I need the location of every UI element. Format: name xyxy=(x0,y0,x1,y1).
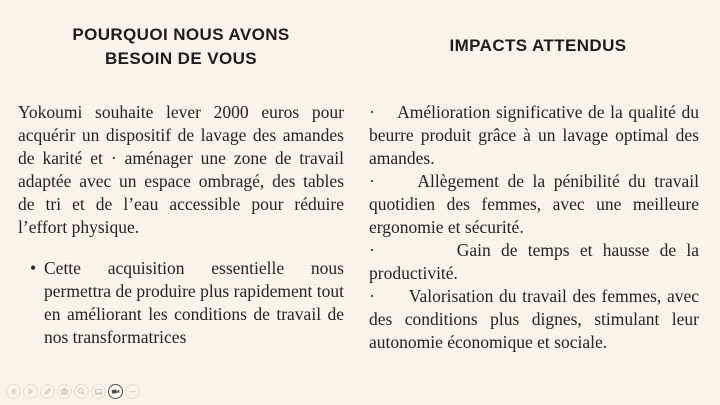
left-bullet-text: Cette acquisition essentielle nous permettra de produire plus rapidement tout en améliorant les conditions de travail de nos transformatrices xyxy=(44,258,344,347)
arrow-left-icon xyxy=(9,387,18,396)
right-bullet-3: · Gain de temps et hausse de la productivité. xyxy=(369,240,699,283)
screen-button[interactable] xyxy=(91,384,106,399)
next-slide-button[interactable] xyxy=(23,384,38,399)
pencil-icon xyxy=(43,387,52,396)
left-heading-line1: POURQUOI NOUS AVONS xyxy=(72,25,290,44)
ellipsis-icon xyxy=(128,387,137,396)
right-bullet-list xyxy=(369,101,699,354)
right-heading-text: IMPACTS ATTENDUS xyxy=(449,36,627,55)
arrow-right-icon xyxy=(26,387,35,396)
video-camera-icon xyxy=(111,387,120,396)
right-bullet-4: · Valorisation du travail des femmes, avec des conditions plus dignes, stimulant leur autonomie économique et sociale. xyxy=(369,286,699,352)
right-bullet-2: · Allègement de la pénibilité du travail quotidien des femmes, avec une meilleure ergonomie et sécurité. xyxy=(369,171,699,237)
photo-camera-icon xyxy=(60,387,69,396)
magnifier-icon xyxy=(77,387,86,396)
previous-slide-button[interactable] xyxy=(6,384,21,399)
right-bullet-1: · Amélioration significative de la qualité du beurre produit grâce à un lavage optimal des amandes. xyxy=(369,102,699,168)
left-bullet-item xyxy=(30,257,344,349)
record-video-button[interactable] xyxy=(108,384,123,399)
viewer-toolbar xyxy=(6,384,140,399)
left-paragraph: Yokoumi souhaite lever 2000 euros pour acquérir un dispositif de lavage des amandes de karité et · aménager une zone de travail adaptée avec un espace ombragé, des tables de tri et de l’eau accessible pour réduire l’effort physique. xyxy=(18,102,344,237)
draw-button[interactable] xyxy=(40,384,55,399)
snapshot-button[interactable] xyxy=(57,384,72,399)
right-column-heading xyxy=(372,34,704,58)
bullet-marker: • xyxy=(30,258,37,278)
zoom-button[interactable] xyxy=(74,384,89,399)
left-heading-line2: BESOIN DE VOUS xyxy=(104,49,258,68)
more-options-button[interactable] xyxy=(125,384,140,399)
left-column-heading xyxy=(18,23,344,71)
laptop-icon xyxy=(94,387,103,396)
